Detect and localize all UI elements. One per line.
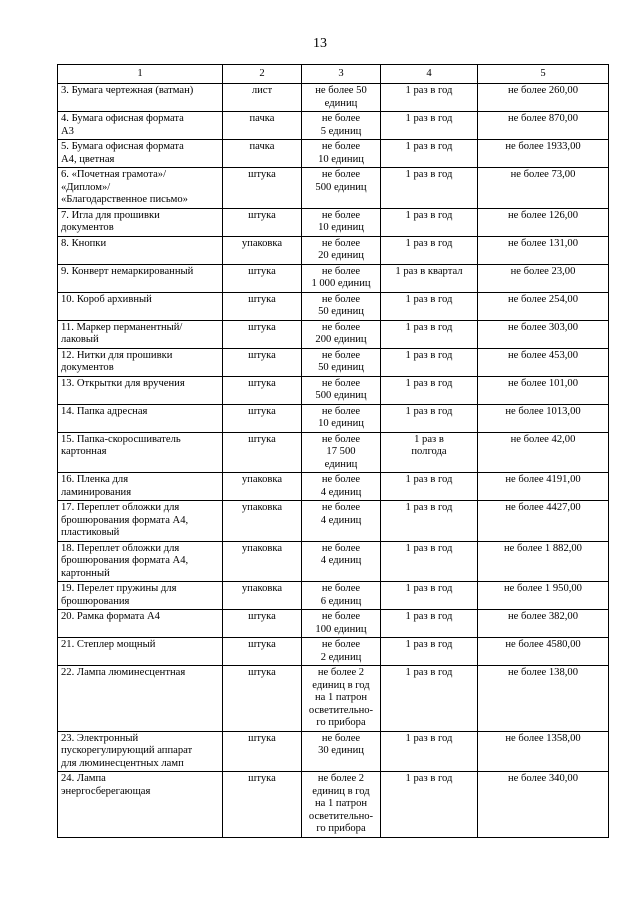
item-name-cell-text: 18. Переплет обложки для брошюрования формата А4, картонный (61, 542, 189, 579)
unit-cell-text: штука (248, 209, 276, 221)
frequency-cell (381, 582, 478, 610)
price-cell (478, 610, 609, 638)
quantity-cell-text: не более 200 единиц (315, 321, 367, 345)
price-cell (478, 112, 609, 140)
quantity-cell-text: не более 50 единиц (318, 293, 364, 317)
table-row (58, 473, 609, 501)
unit-cell-text: упаковка (241, 583, 283, 594)
quantity-cell-text: не более 1 000 единиц (311, 265, 371, 289)
table-row (58, 501, 609, 542)
unit-cell-text: штука (248, 265, 276, 277)
price-cell (478, 264, 609, 292)
frequency-cell (381, 140, 478, 168)
frequency-cell-text: 1 раз в год (405, 542, 453, 554)
quantity-cell-text: не более 10 единиц (318, 141, 364, 165)
price-cell-text: не более 303,00 (507, 321, 579, 333)
quantity-cell-text: не более 4 единиц (320, 542, 362, 566)
table-row (58, 84, 609, 112)
price-cell (478, 168, 609, 209)
frequency-cell-text: 1 раз в полгода (411, 433, 447, 457)
unit-cell (223, 541, 302, 582)
frequency-cell-text: 1 раз в год (405, 237, 453, 249)
column-header-5: 5 (478, 65, 609, 84)
quantity-cell-text: не более 100 единиц (315, 611, 367, 635)
unit-cell-text: упаковка (241, 542, 283, 554)
quantity-cell (302, 432, 381, 473)
quantity-cell-text: не более 4 единиц (320, 474, 362, 498)
quantity-cell-text: не более 50 единиц (318, 349, 364, 373)
frequency-cell (381, 348, 478, 376)
item-name-cell-text: 11. Маркер перманентный/ лаковый (61, 321, 183, 345)
quantity-cell-text: не более 10 единиц (318, 405, 364, 429)
item-name-cell (58, 264, 223, 292)
quantity-cell-text: не более 10 единиц (318, 209, 364, 233)
unit-cell-text: штука (248, 405, 276, 417)
item-name-cell (58, 376, 223, 404)
unit-cell (223, 264, 302, 292)
frequency-cell-text: 1 раз в год (405, 583, 453, 594)
frequency-cell-text: 1 раз в год (405, 321, 453, 333)
price-cell-text: не более 4191,00 (505, 474, 581, 485)
quantity-cell-text: не более 20 единиц (318, 237, 364, 261)
quantity-cell (302, 501, 381, 542)
frequency-cell (381, 432, 478, 473)
frequency-cell-text: 1 раз в квартал (395, 265, 463, 277)
quantity-cell-text: не более 2 единиц (320, 639, 362, 663)
item-name-cell-text: 16. Пленка для ламинирования (61, 474, 132, 498)
quantity-cell-text: не более 4 единиц (320, 502, 362, 526)
item-name-cell-text: 19. Перелет пружины для брошюрования (61, 583, 177, 607)
unit-cell (223, 84, 302, 112)
unit-cell-text: упаковка (241, 237, 283, 249)
item-name-cell (58, 610, 223, 638)
frequency-cell-text: 1 раз в год (405, 377, 453, 389)
table-row (58, 264, 609, 292)
item-name-cell (58, 582, 223, 610)
table-row (58, 404, 609, 432)
unit-cell (223, 638, 302, 666)
item-name-cell (58, 731, 223, 772)
item-name-cell-text: 24. Лампа энергосберегающая (61, 773, 151, 797)
item-name-cell (58, 112, 223, 140)
table-row (58, 638, 609, 666)
unit-cell-text: штука (248, 169, 276, 180)
table-row (58, 432, 609, 473)
item-name-cell-text: 15. Папка-скоросшиватель картонная (61, 433, 181, 457)
item-name-cell (58, 501, 223, 542)
quantity-cell-text: не более 500 единиц (315, 377, 367, 401)
price-cell (478, 666, 609, 732)
item-name-cell (58, 432, 223, 473)
item-name-cell (58, 208, 223, 236)
unit-cell-text: штука (248, 732, 276, 744)
frequency-cell-text: 1 раз в год (405, 293, 453, 305)
price-cell-text: не более 131,00 (507, 237, 579, 249)
item-name-cell (58, 666, 223, 732)
unit-cell-text: упаковка (241, 474, 283, 485)
price-cell (478, 501, 609, 542)
item-name-cell-text: 23. Электронный пускорегулирующий аппарат для люминесцентных ламп (61, 732, 193, 769)
price-cell-text: не более 101,00 (507, 377, 579, 389)
item-name-cell-text: 5. Бумага офисная формата А4, цветная (61, 141, 184, 165)
table-row (58, 772, 609, 838)
frequency-cell-text: 1 раз в год (405, 474, 453, 485)
item-name-cell (58, 638, 223, 666)
table-body (58, 84, 609, 838)
unit-cell (223, 582, 302, 610)
frequency-cell-text: 1 раз в год (405, 113, 453, 124)
quantity-cell-text: не более 500 единиц (315, 169, 367, 193)
price-cell-text: не более 4580,00 (505, 639, 581, 650)
item-name-cell (58, 541, 223, 582)
item-name-cell-text: 7. Игла для прошивки документов (61, 209, 160, 233)
item-name-cell-text: 6. «Почетная грамота»/ «Диплом»/ «Благодарственное письмо» (61, 169, 188, 205)
unit-cell (223, 292, 302, 320)
quantity-cell (302, 731, 381, 772)
quantity-cell-text: не более 6 единиц (320, 583, 362, 607)
quantity-cell-text: не более 5 единиц (320, 113, 362, 137)
column-header-2: 2 (223, 65, 302, 84)
frequency-cell (381, 772, 478, 838)
price-cell-text: не более 1358,00 (505, 732, 581, 744)
quantity-cell (302, 582, 381, 610)
item-name-cell-text: 8. Кнопки (61, 237, 107, 249)
frequency-cell (381, 473, 478, 501)
price-cell-text: не более 1 950,00 (504, 583, 582, 594)
table-row (58, 236, 609, 264)
price-cell-text: не более 23,00 (510, 265, 576, 277)
unit-cell-text: штука (248, 293, 276, 305)
page-number: 13 (313, 36, 327, 51)
quantity-cell (302, 112, 381, 140)
frequency-cell-text: 1 раз в год (405, 169, 453, 180)
quantity-cell-text: не более 2 единиц в год на 1 патрон осветительно- го прибора (308, 667, 374, 728)
price-cell (478, 140, 609, 168)
price-cell (478, 638, 609, 666)
table-row (58, 208, 609, 236)
item-name-cell (58, 348, 223, 376)
price-cell-text: не более 453,00 (507, 349, 579, 361)
quantity-cell-text: не более 30 единиц (318, 732, 364, 756)
price-cell-text: не более 1 882,00 (504, 542, 582, 554)
item-name-cell (58, 473, 223, 501)
frequency-cell (381, 638, 478, 666)
price-cell (478, 582, 609, 610)
price-cell (478, 292, 609, 320)
price-cell (478, 772, 609, 838)
frequency-cell (381, 264, 478, 292)
frequency-cell (381, 168, 478, 209)
item-name-cell-text: 4. Бумага офисная формата А3 (61, 113, 184, 137)
quantity-cell (302, 208, 381, 236)
frequency-cell-text: 1 раз в год (405, 732, 453, 744)
item-name-cell (58, 772, 223, 838)
frequency-cell-text: 1 раз в год (405, 773, 453, 784)
item-name-cell (58, 168, 223, 209)
unit-cell-text: пачка (249, 113, 275, 124)
quantity-cell-text: не более 2 единиц в год на 1 патрон осветительно- го прибора (308, 773, 374, 834)
frequency-cell (381, 501, 478, 542)
price-cell-text: не более 1013,00 (505, 405, 581, 417)
frequency-cell-text: 1 раз в год (405, 405, 453, 417)
frequency-cell (381, 731, 478, 772)
table-row (58, 292, 609, 320)
quantity-cell-text: не более 17 500 единиц (321, 433, 361, 470)
column-header-3: 3 (302, 65, 381, 84)
price-cell-text: не более 260,00 (507, 85, 579, 96)
frequency-cell (381, 666, 478, 732)
quantity-cell (302, 264, 381, 292)
price-cell (478, 348, 609, 376)
item-name-cell (58, 140, 223, 168)
unit-cell (223, 376, 302, 404)
item-name-cell-text: 3. Бумага чертежная (ватман) (61, 85, 194, 96)
unit-cell (223, 168, 302, 209)
table-row (58, 666, 609, 732)
price-cell (478, 473, 609, 501)
quantity-cell (302, 772, 381, 838)
item-name-cell-text: 21. Степлер мощный (61, 639, 156, 650)
frequency-cell (381, 610, 478, 638)
frequency-cell (381, 376, 478, 404)
price-cell-text: не более 42,00 (510, 433, 576, 445)
unit-cell-text: пачка (249, 141, 275, 152)
quantity-cell (302, 404, 381, 432)
unit-cell (223, 208, 302, 236)
frequency-cell-text: 1 раз в год (405, 639, 453, 650)
price-cell-text: не более 138,00 (507, 667, 579, 678)
unit-cell (223, 731, 302, 772)
price-cell (478, 404, 609, 432)
unit-cell-text: штука (248, 377, 276, 389)
quantity-cell (302, 376, 381, 404)
quantity-cell (302, 666, 381, 732)
table-row (58, 320, 609, 348)
unit-cell (223, 112, 302, 140)
frequency-cell-text: 1 раз в год (405, 611, 453, 622)
item-name-cell (58, 84, 223, 112)
frequency-cell (381, 292, 478, 320)
quantity-cell (302, 473, 381, 501)
table-row (58, 112, 609, 140)
unit-cell-text: штука (248, 349, 276, 361)
frequency-cell (381, 541, 478, 582)
table-header-row (58, 65, 609, 84)
unit-cell (223, 236, 302, 264)
item-name-cell (58, 404, 223, 432)
item-name-cell-text: 17. Переплет обложки для брошюрования формата А4, пластиковый (61, 502, 189, 538)
item-name-cell-text: 9. Конверт немаркированный (61, 265, 194, 277)
quantity-cell (302, 236, 381, 264)
quantity-cell (302, 541, 381, 582)
quantity-cell (302, 84, 381, 112)
price-cell-text: не более 4427,00 (505, 502, 581, 513)
item-name-cell-text: 20. Рамка формата А4 (61, 611, 160, 622)
quantity-cell (302, 168, 381, 209)
unit-cell-text: штука (248, 773, 276, 784)
table-row (58, 541, 609, 582)
item-name-cell (58, 236, 223, 264)
item-name-cell-text: 10. Короб архивный (61, 293, 152, 305)
price-cell-text: не более 870,00 (507, 113, 579, 124)
price-cell (478, 208, 609, 236)
item-name-cell (58, 320, 223, 348)
frequency-cell-text: 1 раз в год (405, 141, 453, 152)
unit-cell (223, 140, 302, 168)
unit-cell-text: штука (248, 611, 276, 622)
item-name-cell-text: 12. Нитки для прошивки документов (61, 349, 173, 373)
frequency-cell-text: 1 раз в год (405, 85, 453, 96)
frequency-cell-text: 1 раз в год (405, 209, 453, 221)
quantity-cell (302, 638, 381, 666)
unit-cell-text: лист (251, 85, 273, 96)
unit-cell (223, 432, 302, 473)
price-cell-text: не более 382,00 (507, 611, 579, 622)
price-cell-text: не более 1933,00 (505, 141, 581, 152)
unit-cell-text: штука (248, 321, 276, 333)
unit-cell (223, 501, 302, 542)
price-cell-text: не более 340,00 (507, 773, 579, 784)
table-row (58, 348, 609, 376)
table-row (58, 610, 609, 638)
quantity-cell (302, 348, 381, 376)
frequency-cell (381, 320, 478, 348)
frequency-cell-text: 1 раз в год (405, 349, 453, 361)
unit-cell (223, 404, 302, 432)
item-name-cell (58, 292, 223, 320)
unit-cell (223, 666, 302, 732)
frequency-cell-text: 1 раз в год (405, 502, 453, 513)
frequency-cell (381, 236, 478, 264)
unit-cell (223, 473, 302, 501)
unit-cell-text: упаковка (241, 502, 283, 513)
frequency-cell (381, 84, 478, 112)
price-cell (478, 432, 609, 473)
quantity-cell-text: не более 50 единиц (315, 85, 367, 109)
price-cell (478, 84, 609, 112)
price-cell-text: не более 73,00 (510, 169, 576, 180)
frequency-cell (381, 404, 478, 432)
unit-cell (223, 772, 302, 838)
quantity-cell (302, 320, 381, 348)
unit-cell (223, 320, 302, 348)
unit-cell (223, 348, 302, 376)
frequency-cell-text: 1 раз в год (405, 667, 453, 678)
quantity-cell (302, 292, 381, 320)
frequency-cell (381, 112, 478, 140)
quantity-cell (302, 610, 381, 638)
unit-cell (223, 610, 302, 638)
unit-cell-text: штука (248, 667, 276, 678)
price-cell (478, 236, 609, 264)
item-name-cell-text: 13. Открытки для вручения (61, 377, 185, 389)
column-header-1: 1 (58, 65, 223, 84)
table-row (58, 582, 609, 610)
quantity-cell (302, 140, 381, 168)
price-cell-text: не более 126,00 (507, 209, 579, 221)
item-name-cell-text: 14. Папка адресная (61, 405, 148, 417)
price-cell (478, 541, 609, 582)
item-name-cell-text: 22. Лампа люминесцентная (61, 667, 186, 678)
table-row (58, 731, 609, 772)
price-cell (478, 376, 609, 404)
supplies-table (57, 64, 609, 838)
price-cell (478, 320, 609, 348)
table-row (58, 376, 609, 404)
column-header-4: 4 (381, 65, 478, 84)
price-cell (478, 731, 609, 772)
table-row (58, 168, 609, 209)
unit-cell-text: штука (248, 433, 276, 445)
frequency-cell (381, 208, 478, 236)
table-row (58, 140, 609, 168)
price-cell-text: не более 254,00 (507, 293, 579, 305)
unit-cell-text: штука (248, 639, 276, 650)
